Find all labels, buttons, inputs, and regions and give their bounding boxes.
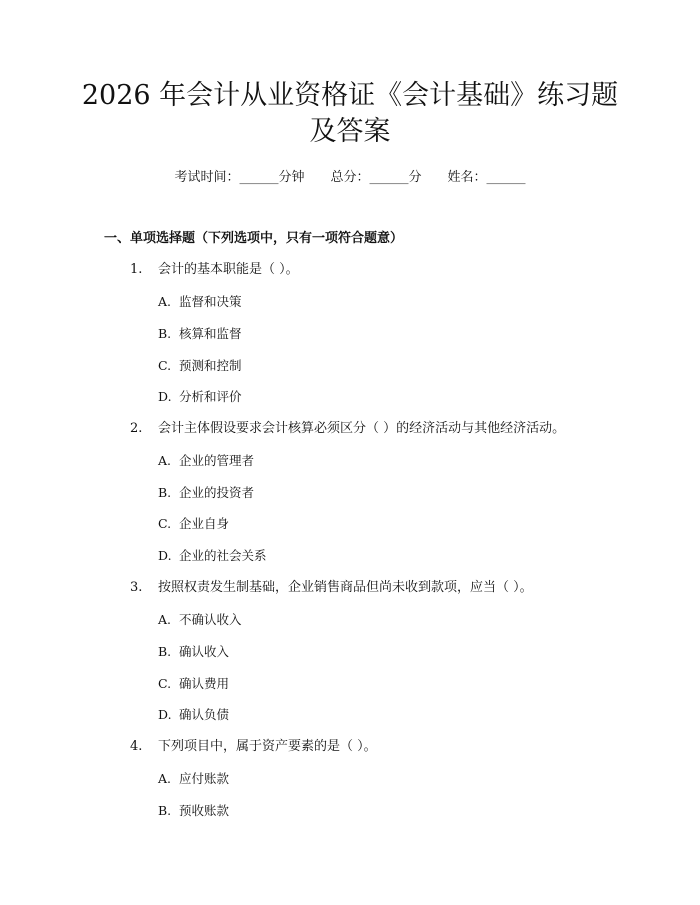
question-item — [130, 419, 565, 439]
option-text: 分析和评价 — [179, 389, 242, 404]
question-text: 下列项目中，属于资产要素的是（ ）。 — [158, 739, 377, 754]
option-item — [158, 769, 229, 789]
option-letter: A. — [158, 453, 172, 468]
time-blank: ______ — [239, 170, 279, 185]
option-letter: C. — [158, 358, 172, 373]
question-item — [130, 737, 377, 757]
score-unit: 分 — [408, 170, 422, 185]
time-label: 考试时间： — [174, 170, 240, 185]
document-title — [60, 78, 640, 150]
option-text: 不确认收入 — [179, 612, 242, 627]
option-item — [158, 705, 229, 725]
option-item — [158, 451, 254, 471]
option-letter: B. — [158, 326, 172, 341]
section-heading: 一、单项选择题（下列选项中，只有一项符合题意） — [104, 231, 404, 246]
option-letter: D. — [158, 548, 172, 563]
option-item — [158, 483, 254, 503]
option-item — [158, 610, 242, 630]
question-number: 1. — [130, 262, 143, 277]
option-text: 企业的社会关系 — [179, 548, 267, 563]
option-text: 企业自身 — [179, 516, 230, 531]
question-text: 会计主体假设要求会计核算必须区分（ ）的经济活动与其他经济活动。 — [158, 421, 566, 436]
question-number: 4. — [130, 739, 143, 754]
option-text: 确认收入 — [179, 644, 230, 659]
option-item — [158, 356, 242, 376]
option-letter: D. — [158, 707, 172, 722]
question-number: 3. — [130, 580, 143, 595]
question-number: 2. — [130, 421, 143, 436]
time-unit: 分钟 — [278, 170, 305, 185]
option-letter: A. — [158, 294, 172, 309]
name-label: 姓名： — [447, 170, 487, 185]
title-line-2: 及答案 — [309, 116, 391, 147]
option-letter: B. — [158, 803, 172, 818]
title-line-1: 2026 年会计从业资格证《会计基础》练习题 — [81, 80, 619, 111]
score-blank: ______ — [369, 170, 409, 185]
option-item — [158, 674, 229, 694]
exam-info-line — [0, 168, 700, 188]
name-blank: ______ — [486, 170, 526, 185]
option-text: 应付账款 — [179, 771, 230, 786]
question-item — [130, 260, 299, 280]
option-letter: A. — [158, 771, 172, 786]
option-item — [158, 387, 242, 407]
option-text: 监督和决策 — [179, 294, 242, 309]
option-text: 核算和监督 — [179, 326, 242, 341]
option-text: 预收账款 — [179, 803, 230, 818]
option-letter: C. — [158, 676, 172, 691]
option-item — [158, 642, 229, 662]
option-letter: B. — [158, 644, 172, 659]
option-text: 预测和控制 — [179, 358, 242, 373]
option-text: 确认费用 — [179, 676, 230, 691]
score-label: 总分： — [330, 170, 370, 185]
option-item — [158, 324, 242, 344]
option-item — [158, 292, 242, 312]
question-item — [130, 578, 533, 598]
option-item — [158, 546, 267, 566]
option-letter: D. — [158, 389, 172, 404]
question-text: 按照权责发生制基础，企业销售商品但尚未收到款项，应当（ ）。 — [158, 580, 533, 595]
option-item — [158, 801, 229, 821]
option-item — [158, 514, 229, 534]
option-letter: A. — [158, 612, 172, 627]
question-text: 会计的基本职能是（ ）。 — [158, 262, 299, 277]
option-letter: C. — [158, 516, 172, 531]
option-text: 确认负债 — [179, 707, 230, 722]
option-text: 企业的管理者 — [179, 453, 255, 468]
option-letter: B. — [158, 485, 172, 500]
option-text: 企业的投资者 — [179, 485, 255, 500]
